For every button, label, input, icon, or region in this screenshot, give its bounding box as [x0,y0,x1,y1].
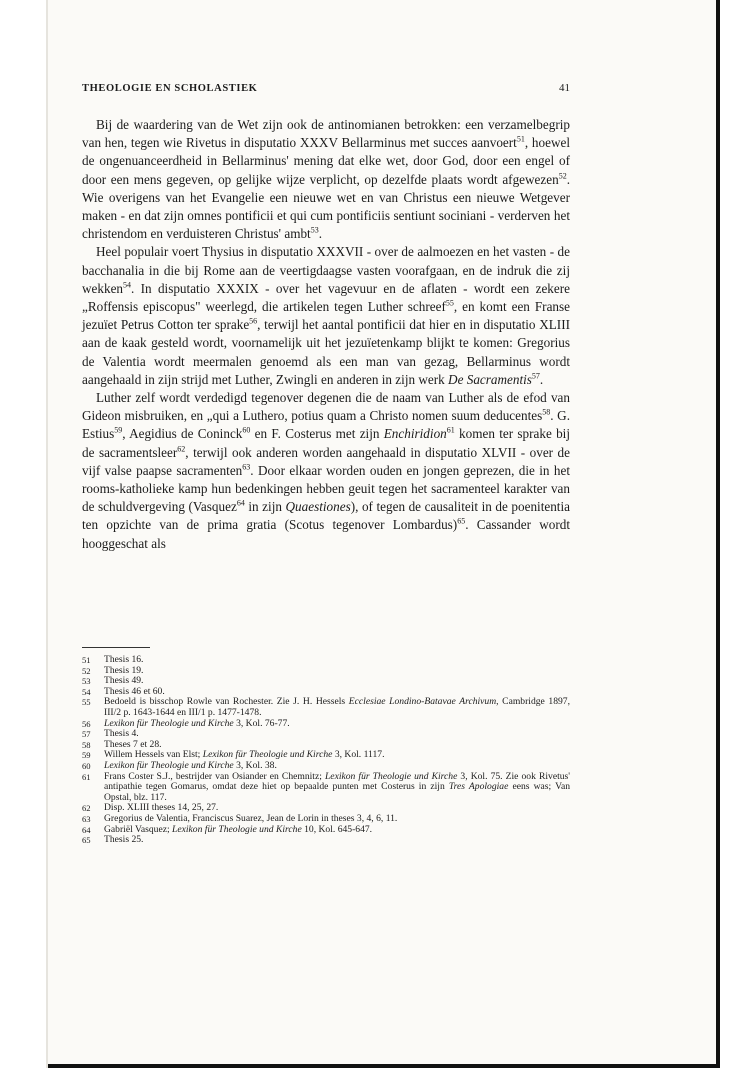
footnote-number: 56 [82,718,91,729]
footnote-text-run: eens was; Van Opstal, blz. 117. [104,781,570,803]
work-title: Enchiridion [383,426,447,442]
paragraph-luther [82,389,570,553]
footnote [82,719,570,730]
footnote-text-run: Gregorius de Valentia, Franciscus Suarez, Jean de Lorin in theses 3, 4, 6, 11. [104,812,398,824]
text-run: Luther zelf wordt verdedigd tegenover degenen die de naam van Luther als de efod van Gideon misbruiken, en „qui a Luthero, potius quam a Christo nomen suum deducentes [82,390,570,424]
text-run: , en komt een Franse jezuïet Petrus Cotton ter sprake [82,299,570,333]
footnote-text [104,666,570,677]
footnote-text-run: Gabriël Vasquez; [104,823,173,835]
text-run: . G. Estius [82,408,570,442]
footnotes [82,655,570,846]
footnote [82,835,570,846]
footnote-ref: 64 [236,498,245,508]
work-title: Quaestiones [285,499,351,515]
footnote-ref: 53 [310,225,319,235]
footnote-title: Lexikon für Theologie und Kirche [324,770,458,782]
text-run: , terwijl ook anderen worden aangehaald in disputatio XLVII - over de vijf valse paapse sacramenten [82,444,571,478]
footnote-ref: 59 [114,426,123,436]
footnote-title: Tres Apologiae [448,781,509,793]
footnote-title: Lexikon für Theologie und Kirche [104,759,234,771]
paragraph-thysius [82,243,570,389]
footnote-ref: 54 [123,280,132,290]
footnote [82,772,570,804]
footnote-text-run: Thesis 19. [104,664,144,676]
footnote-number: 63 [82,813,91,824]
footnote-ref: 63 [242,462,251,472]
footnote-number: 53 [82,676,91,687]
footnote-text [104,655,570,666]
text-run: in zijn [244,499,286,515]
footnote-text-run: 3, Kol. 76-77. [233,717,290,729]
footnote-number: 64 [82,824,91,835]
running-head: THEOLOGIE EN SCHOLASTIEK [82,83,258,94]
footnote-ref: 52 [558,171,567,181]
footnote-text-run: Frans Coster S.J., bestrijder van Osiander en Chemnitz; [104,770,325,782]
text-run: ), of tegen de causaliteit in de poenitentia ten opzichte van de prima gratia (Scotus tegenover Lombardus) [82,499,570,533]
text-run: en F. Costerus met zijn [250,426,384,442]
footnote-number: 55 [82,697,91,708]
footnote-title: Ecclesiae Londino-Batavae Archivum [348,696,497,708]
footnote-title: Lexikon für Theologie und Kirche [202,749,333,761]
footnote-text-run: Thesis 16. [104,654,144,665]
footnote-number: 62 [82,803,91,814]
footnote-separator [82,647,150,648]
footnote-number: 57 [82,729,91,740]
body-text [82,116,570,553]
text-run: , Aegidius de Coninck [122,426,243,442]
footnote-text-run: Bedoeld is bisschop Rowle van Rochester. Zie J. H. Hessels [104,696,349,708]
footnote-number: 58 [82,739,91,750]
footnote [82,825,570,836]
footnote-text [104,676,570,687]
footnote-text-run: Thesis 4. [104,728,139,740]
footnote-text-run: Disp. XLIII theses 14, 25, 27. [104,802,219,814]
text-run: . [318,226,323,242]
footnote-ref: 57 [531,371,540,381]
text-run: Heel populair voert Thysius in disputatio XXXVII - over de aalmoezen en het vasten - de bacchanalia in die bij Rome aan de veertigdaagse vasten voorafgaan, en de indruk die zij wekken [82,244,570,296]
footnote-ref: 58 [542,407,551,417]
footnote-title: Lexikon für Theologie und Kirche [104,717,234,729]
text-run: . [539,371,544,387]
footnote [82,666,570,677]
page-header [82,82,570,94]
footnote-text-run: Thesis 49. [104,675,144,687]
footnote-text-run: Theses 7 et 28. [104,738,162,750]
footnote-text-run: , Cambridge 1897, III/2 p. 1643-1644 en III/1 p. 1477-1478. [104,696,570,718]
text-run: . In disputatio XXXIX - over het vagevuur en de aflaten - wordt een zekere „Roffensis episcopus" weerlegd, die artikelen tegen Luther schreef [82,280,570,315]
footnote-text-run: Thesis 25. [104,834,144,846]
footnote-number: 52 [82,665,91,676]
footnote-ref: 65 [457,517,466,527]
footnote-text [104,772,570,804]
text-run: , hoewel de ongenuanceerdheid in Bellarminus' mening dat elke wet, door God, door een engel of door een mens gegeven, op gelijke wijze verplicht, op dezelfde plaats wordt afgewezen [82,135,570,187]
footnote-number: 51 [82,655,91,665]
footnote-ref: 51 [516,134,525,144]
page-number: 41 [559,82,570,94]
footnote-text-run: Willem Hessels van Elst; [104,749,203,761]
footnote-text-run: 3, Kol. 38. [233,759,277,771]
text-run: . Cassander wordt hooggeschat als [82,517,570,551]
footnote-text-run: 3, Kol. 75. Zie ook Rivetus' antipathie tegen Gomarus, omdat deze hiet op bepaalde punten met Costerus in zijn [104,770,570,793]
footnote-text-run: Thesis 46 et 60. [104,685,165,697]
footnote-number: 61 [82,771,91,782]
text-run: Bij de waardering van de Wet zijn ook de antinomianen betrokken: een verzamelbegrip van hen, tegen wie Rivetus in disputatio XXXV Bellarminus met succes aanvoert [82,117,570,151]
paragraph-antinomianen [82,116,570,243]
footnote-number: 60 [82,760,91,771]
footnote-ref: 55 [445,298,454,308]
footnote [82,697,570,718]
footnote-number: 59 [82,750,91,761]
footnote-text-run: 10, Kol. 645-647. [301,823,373,835]
text-run: , terwijl het aantal pontificii dat hier en in disputatio XLIII aan de kaak gesteld wordt, voornamelijk uit het jezuïetenkamp blijkt te komen: Gregorius de Valentia wordt meermalen genoemd als een man van gezag, Bellarminus wordt aangehaald in zijn strijd met Luther, Zwingli en anderen in zijn werk [82,317,570,387]
footnote-ref: 62 [177,444,186,454]
footnote-ref: 60 [242,426,251,436]
footnote-title: Lexikon für Theologie und Kirche [172,823,302,835]
text-run: . Door elkaar worden ouden en jongen geprezen, die in het rooms-katholieke kamp hun bedenkingen hebben geuit tegen het sacramenteel karakter van de schuldvergeving (Vasquez [82,462,570,515]
footnote-ref: 61 [446,426,455,436]
footnote-number: 54 [82,686,91,697]
text-run: komen ter sprake bij de sacramentsleer [82,426,570,460]
footnote-text [104,697,570,718]
footnote-ref: 56 [249,316,258,326]
footnote-text [104,825,570,836]
footnote-number: 65 [82,835,91,846]
footnote-text-run: 3, Kol. 1117. [332,749,385,761]
footnote-text [104,835,570,846]
text-run: . Wie overigens van het Evangelie een nieuwe wet en van Christus een nieuwe Wetgever maken - en dat zijn omnes pontificii et qui cum pontificiis sentiunt sociniani - verderven het christendom en verduisteren Christus' ambt [82,171,570,242]
work-title: De Sacramentis [448,371,532,387]
footnote-text [104,729,570,740]
footnote [82,655,570,666]
footnote-text [104,719,570,730]
